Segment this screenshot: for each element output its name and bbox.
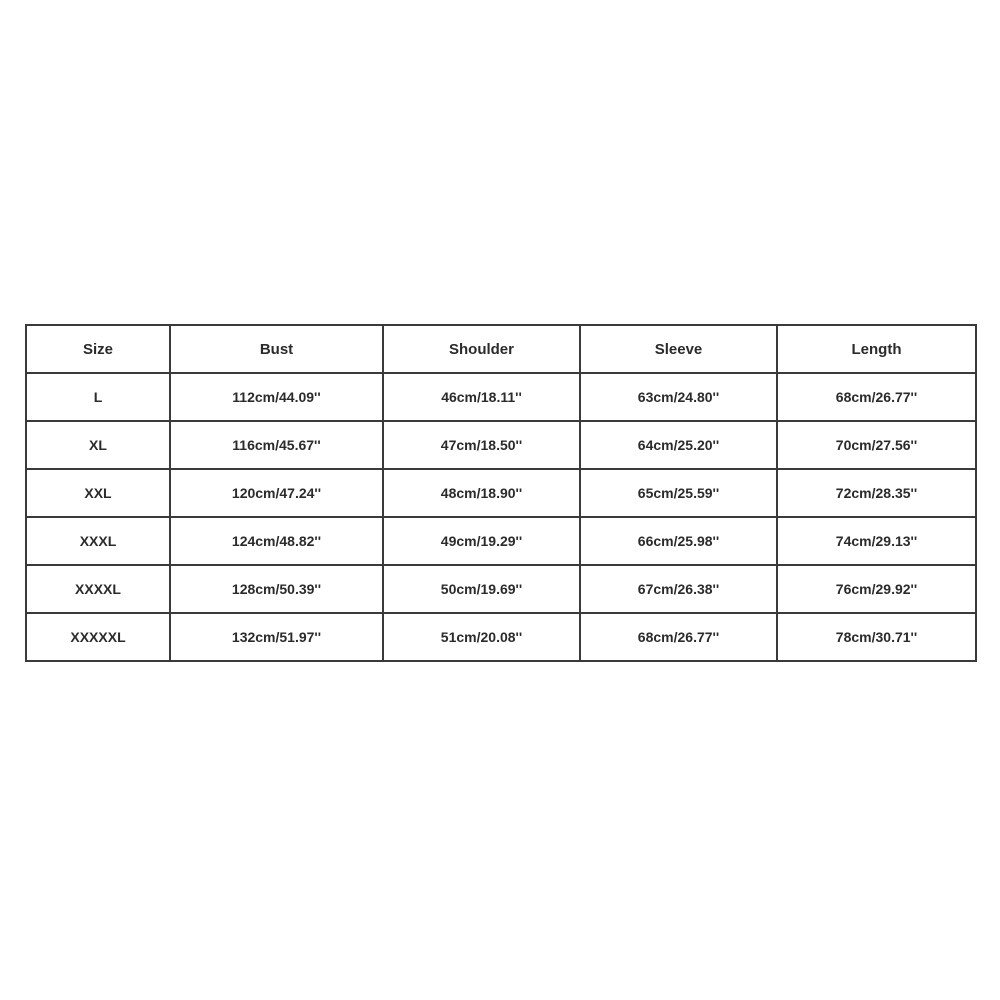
cell-bust: 132cm/51.97'' bbox=[170, 613, 383, 661]
cell-size: L bbox=[26, 373, 170, 421]
cell-shoulder: 51cm/20.08'' bbox=[383, 613, 580, 661]
cell-size: XXXXXL bbox=[26, 613, 170, 661]
cell-shoulder: 49cm/19.29'' bbox=[383, 517, 580, 565]
table-row bbox=[26, 469, 976, 517]
cell-shoulder: 48cm/18.90'' bbox=[383, 469, 580, 517]
cell-sleeve: 66cm/25.98'' bbox=[580, 517, 777, 565]
cell-length: 78cm/30.71'' bbox=[777, 613, 976, 661]
cell-size: XL bbox=[26, 421, 170, 469]
cell-sleeve: 64cm/25.20'' bbox=[580, 421, 777, 469]
table-row bbox=[26, 613, 976, 661]
cell-length: 74cm/29.13'' bbox=[777, 517, 976, 565]
header-sleeve: Sleeve bbox=[580, 325, 777, 373]
cell-size: XXXL bbox=[26, 517, 170, 565]
cell-size: XXL bbox=[26, 469, 170, 517]
table-row bbox=[26, 421, 976, 469]
cell-shoulder: 50cm/19.69'' bbox=[383, 565, 580, 613]
header-size: Size bbox=[26, 325, 170, 373]
cell-shoulder: 46cm/18.11'' bbox=[383, 373, 580, 421]
header-shoulder: Shoulder bbox=[383, 325, 580, 373]
cell-size: XXXXL bbox=[26, 565, 170, 613]
cell-sleeve: 65cm/25.59'' bbox=[580, 469, 777, 517]
cell-bust: 112cm/44.09'' bbox=[170, 373, 383, 421]
cell-sleeve: 67cm/26.38'' bbox=[580, 565, 777, 613]
size-chart-header bbox=[26, 325, 976, 373]
cell-sleeve: 68cm/26.77'' bbox=[580, 613, 777, 661]
cell-bust: 124cm/48.82'' bbox=[170, 517, 383, 565]
table-row bbox=[26, 517, 976, 565]
cell-length: 70cm/27.56'' bbox=[777, 421, 976, 469]
cell-shoulder: 47cm/18.50'' bbox=[383, 421, 580, 469]
size-chart-body bbox=[26, 373, 976, 661]
size-chart-table bbox=[25, 324, 977, 662]
cell-length: 68cm/26.77'' bbox=[777, 373, 976, 421]
cell-length: 72cm/28.35'' bbox=[777, 469, 976, 517]
table-row bbox=[26, 373, 976, 421]
table-row bbox=[26, 565, 976, 613]
header-row bbox=[26, 325, 976, 373]
cell-sleeve: 63cm/24.80'' bbox=[580, 373, 777, 421]
header-length: Length bbox=[777, 325, 976, 373]
cell-bust: 128cm/50.39'' bbox=[170, 565, 383, 613]
header-bust: Bust bbox=[170, 325, 383, 373]
cell-bust: 116cm/45.67'' bbox=[170, 421, 383, 469]
cell-length: 76cm/29.92'' bbox=[777, 565, 976, 613]
cell-bust: 120cm/47.24'' bbox=[170, 469, 383, 517]
